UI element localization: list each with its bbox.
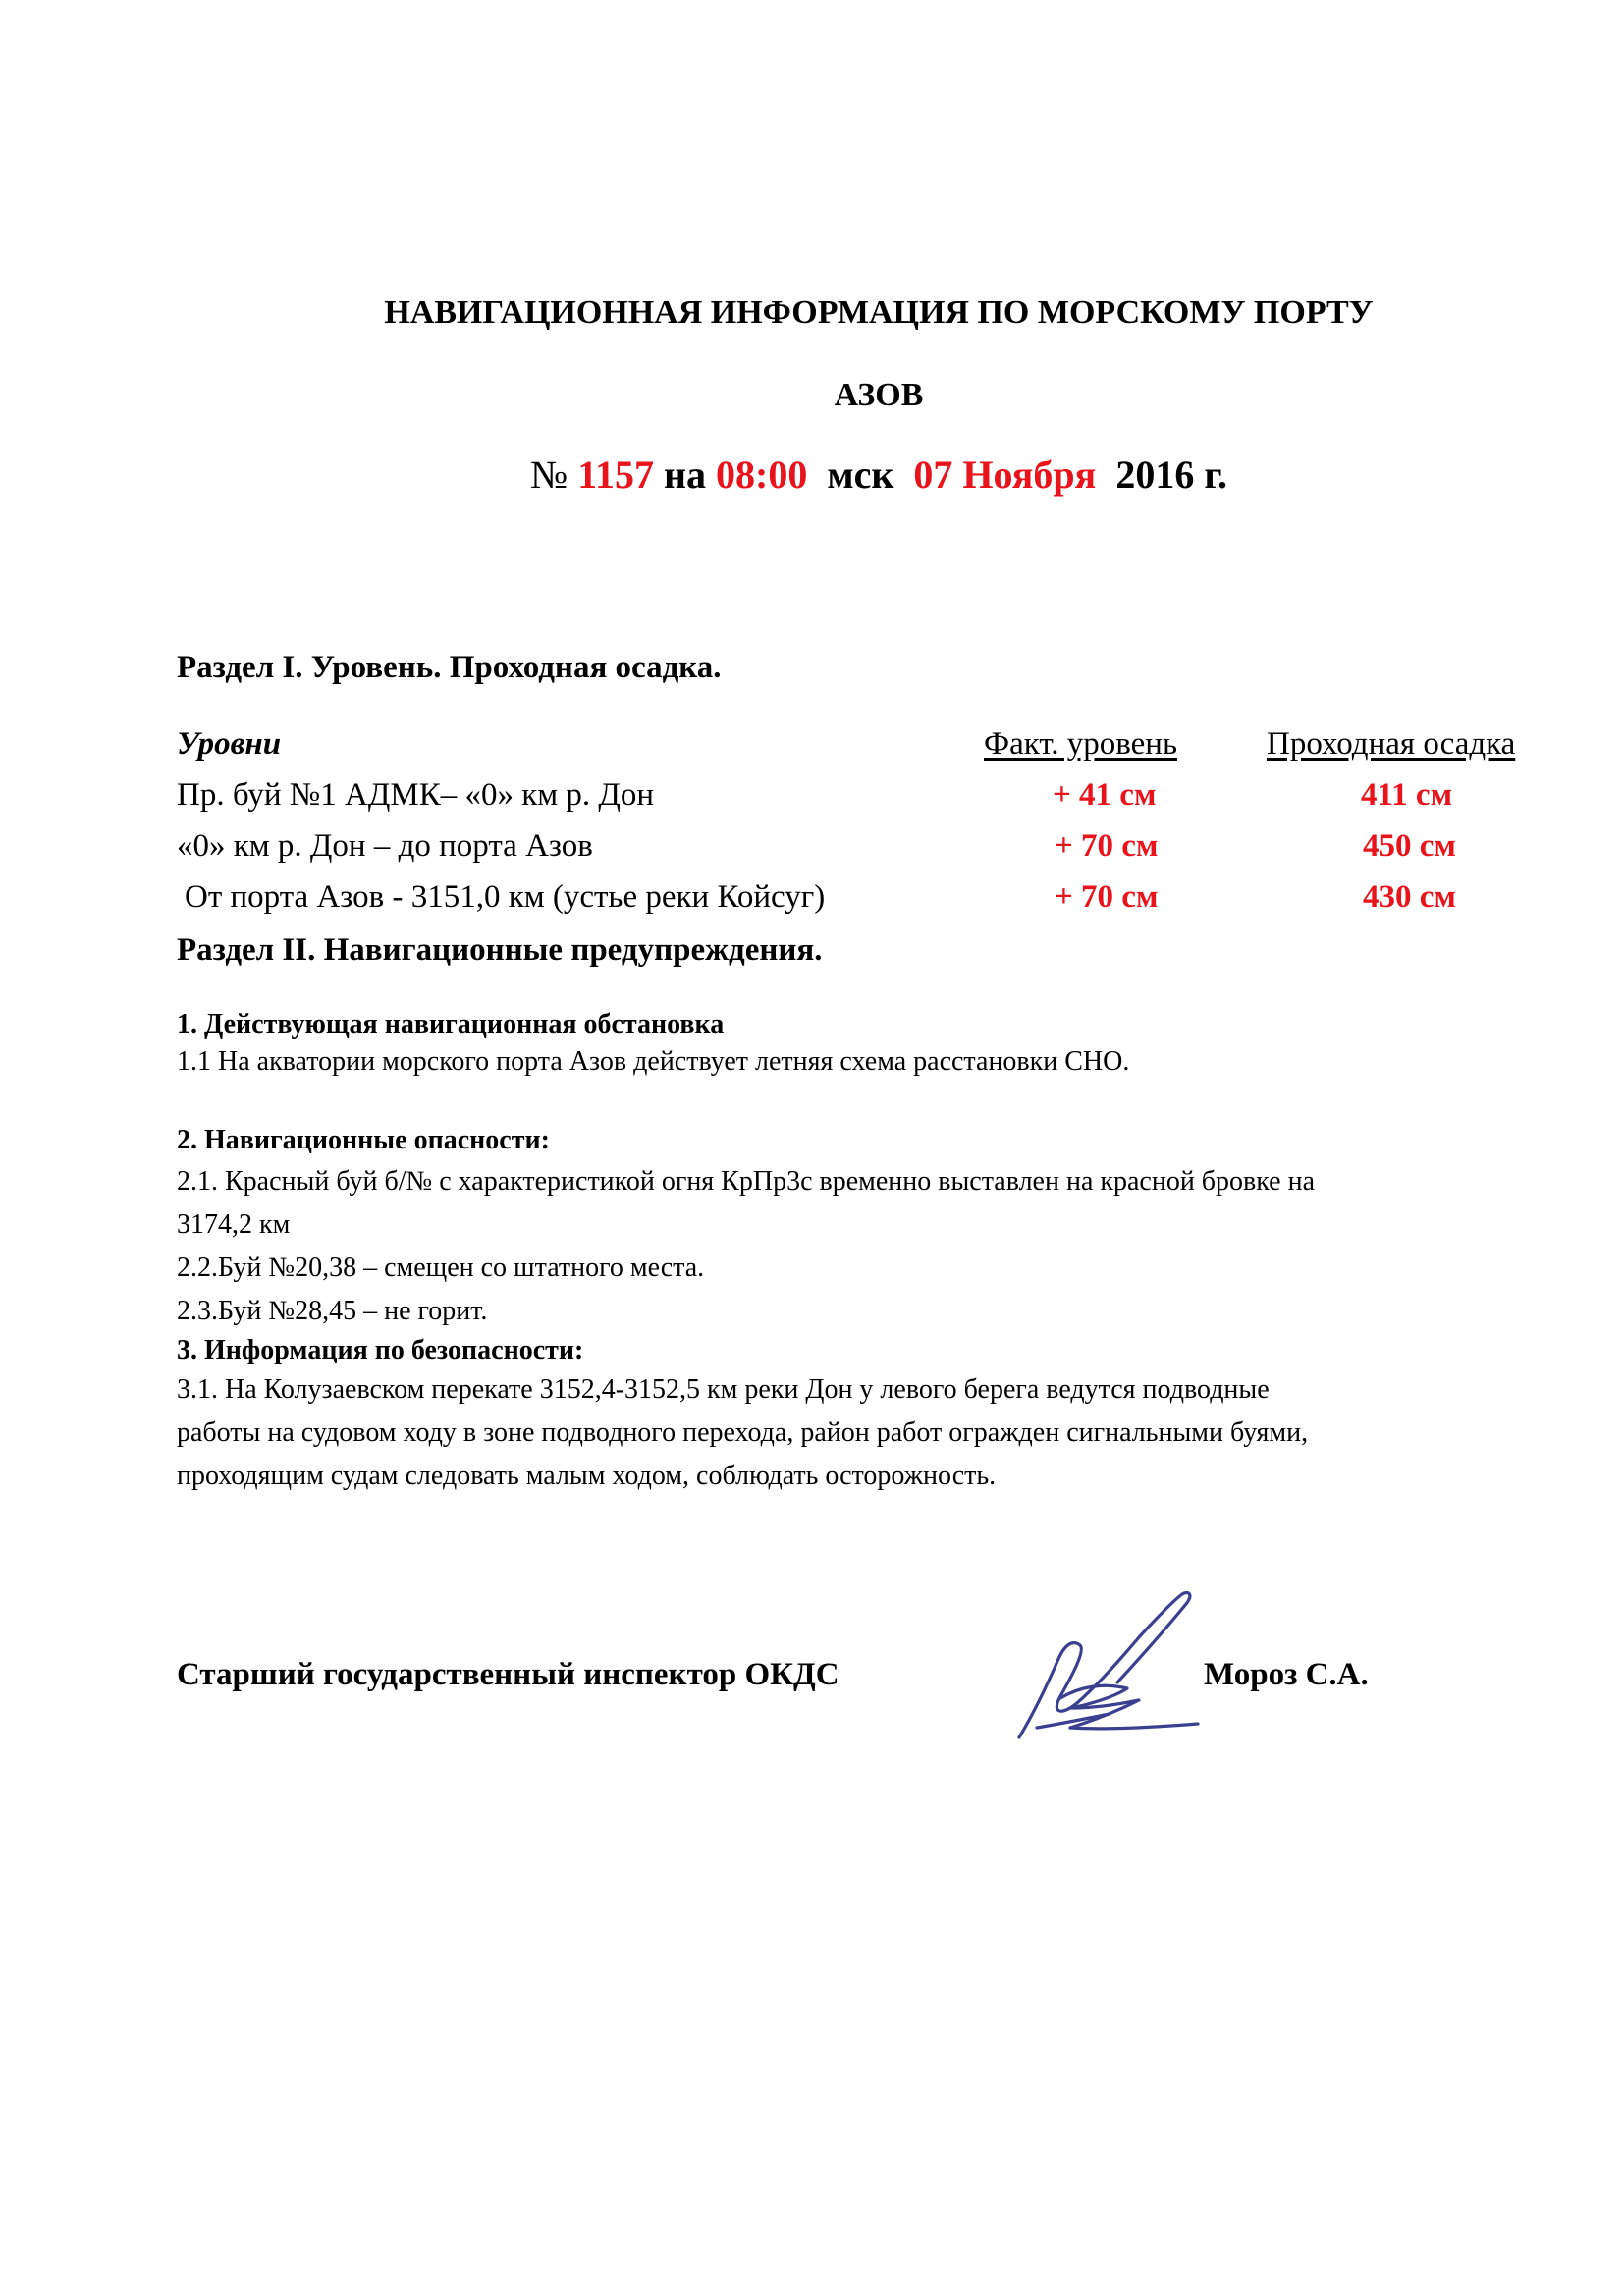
- section2-heading: Раздел II. Навигационные предупреждения.: [177, 933, 823, 968]
- doc-title-line2: АЗОВ: [834, 377, 924, 413]
- sub2-item-2: 2.2.Буй №20,38 – смещен со штатного места.: [177, 1253, 705, 1283]
- sub2-item-1-cont: 3174,2 км: [177, 1209, 291, 1240]
- timezone: мск: [827, 453, 894, 497]
- level-row-3-draft: 430 см: [1363, 880, 1456, 915]
- signature-icon: [1001, 1580, 1218, 1757]
- level-row-1-name: Пр. буй №1 АДМК– «0» км р. Дон: [177, 777, 655, 813]
- level-row-2-fact: + 70 см: [1055, 828, 1159, 864]
- bulletin-time: 08:00: [716, 453, 808, 497]
- level-row-3-name: От порта Азов - 3151,0 км (устье реки Койсуг): [185, 880, 826, 915]
- col-draft-header: Проходная осадка: [1267, 726, 1516, 762]
- section1-heading: Раздел I. Уровень. Проходная осадка.: [177, 650, 722, 685]
- sub3-heading: 3. Информация по безопасности:: [177, 1335, 584, 1365]
- sub1-heading: 1. Действующая навигационная обстановка: [177, 1009, 725, 1040]
- signatory-name: Мороз С.А.: [1204, 1657, 1369, 1692]
- bulletin-year: 2016 г.: [1115, 453, 1227, 497]
- sub2-item-3: 2.3.Буй №28,45 – не горит.: [177, 1296, 488, 1326]
- doc-title-line1: НАВИГАЦИОННАЯ ИНФОРМАЦИЯ ПО МОРСКОМУ ПОРТУ: [384, 294, 1374, 331]
- on-label: на: [664, 453, 707, 497]
- level-row-2-name: «0» км р. Дон – до порта Азов: [177, 828, 593, 864]
- col-levels-header: Уровни: [177, 726, 282, 762]
- sub2-item-1: 2.1. Красный буй б/№ с характеристикой огня КрПр3с временно выставлен на красной бровке на: [177, 1166, 1316, 1197]
- sub3-item-1-cont1: работы на судовом ходу в зоне подводного перехода, район работ огражден сигнальными буями,: [177, 1417, 1309, 1448]
- signatory-position: Старший государственный инспектор ОКДС: [177, 1657, 839, 1692]
- level-row-3-fact: + 70 см: [1055, 880, 1159, 915]
- sub2-heading: 2. Навигационные опасности:: [177, 1125, 550, 1155]
- bulletin-date: 07 Ноября: [913, 453, 1097, 497]
- level-row-1-draft: 411 см: [1361, 777, 1453, 813]
- sub1-item-1: 1.1 На акватории морского порта Азов действует летняя схема расстановки СНО.: [177, 1046, 1130, 1077]
- sub3-item-1: 3.1. На Колузаевском перекате 3152,4-3152,5 км реки Дон у левого берега ведутся подводные: [177, 1374, 1270, 1405]
- sub3-item-1-cont2: проходящим судам следовать малым ходом, соблюдать осторожность.: [177, 1461, 997, 1491]
- level-row-1-fact: + 41 см: [1053, 777, 1157, 813]
- bulletin-number: 1157: [577, 453, 654, 497]
- level-row-2-draft: 450 см: [1363, 828, 1456, 864]
- col-fact-header: Факт. уровень: [984, 726, 1178, 762]
- number-prefix: №: [530, 453, 568, 497]
- bulletin-number-line: [0, 452, 1624, 498]
